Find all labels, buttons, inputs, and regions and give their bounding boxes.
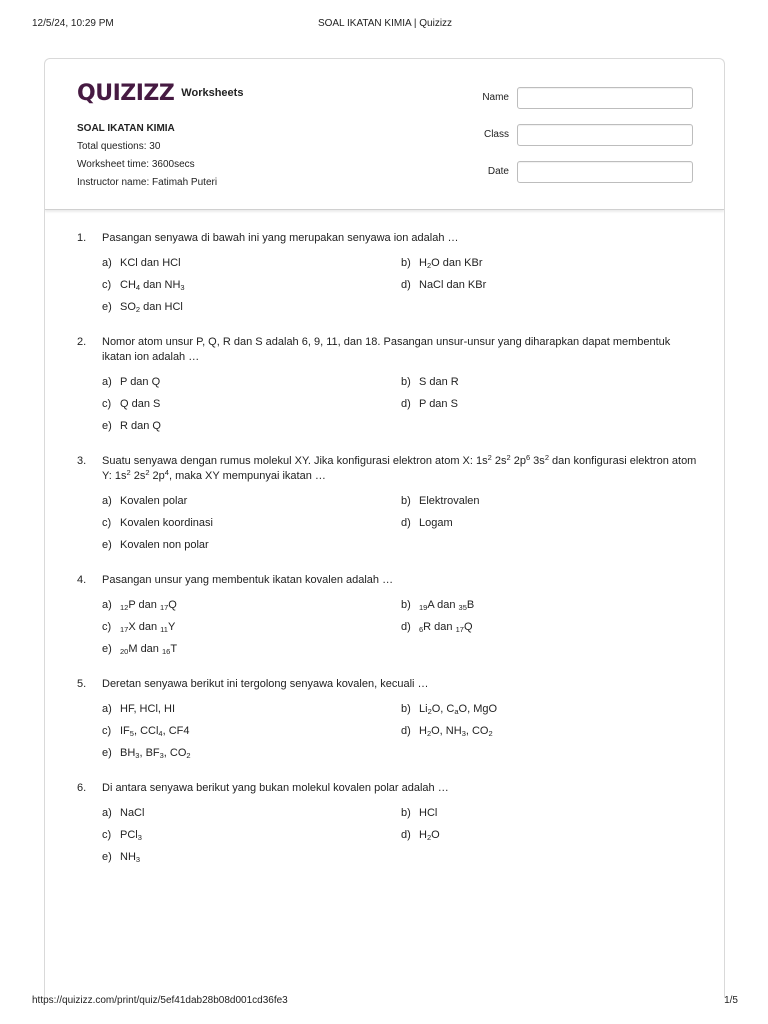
name-field[interactable] <box>517 87 693 109</box>
text-segment: Pasangan senyawa di bawah ini yang merupakan senyawa ion adalah … <box>102 232 459 244</box>
option-text <box>120 300 183 315</box>
text-segment: , BF <box>139 747 160 759</box>
option-b <box>401 494 651 509</box>
option-text <box>120 828 142 843</box>
option-b <box>401 806 651 821</box>
option-d <box>401 620 651 635</box>
option-b <box>401 256 651 271</box>
name-label: Name <box>482 92 509 103</box>
option-text <box>419 256 482 271</box>
text-segment: M dan <box>128 643 162 655</box>
text-segment: X dan <box>128 621 161 633</box>
option-c <box>102 620 401 635</box>
option-letter: d) <box>401 829 411 841</box>
text-segment: Elektrovalen <box>419 495 480 507</box>
page-number: 1/5 <box>724 995 738 1006</box>
text-segment: NaCl <box>120 807 145 819</box>
option-a <box>102 598 401 613</box>
class-field[interactable] <box>517 124 693 146</box>
option-text <box>120 397 160 412</box>
subscript: 2 <box>186 751 191 760</box>
question-text <box>102 335 697 365</box>
answer-options <box>102 494 697 553</box>
option-c <box>102 278 401 293</box>
text-segment: H <box>419 257 427 269</box>
superscript: 6 <box>525 453 531 462</box>
option-letter: c) <box>102 725 112 737</box>
text-segment: Deretan senyawa berikut ini tergolong senyawa kovalen, kecuali … <box>102 678 429 690</box>
subscript: 16 <box>161 647 171 656</box>
option-c <box>102 516 401 531</box>
option-d <box>401 397 651 412</box>
option-letter: b) <box>401 807 411 819</box>
text-segment: Logam <box>419 517 453 529</box>
subscript: 20 <box>120 647 129 656</box>
option-letter: d) <box>401 517 411 529</box>
text-segment: H <box>419 829 427 841</box>
question-5 <box>77 677 697 761</box>
text-segment: dan HCl <box>140 301 183 313</box>
question-6 <box>77 781 697 865</box>
superscript: 2 <box>544 453 549 462</box>
option-letter: d) <box>401 725 411 737</box>
text-segment: Suatu senyawa dengan rumus molekul XY. Jika konfigurasi elektron atom X: 1s <box>102 455 488 467</box>
worksheet-header <box>45 59 724 210</box>
subscript: 12 <box>120 603 129 612</box>
option-text <box>120 538 209 553</box>
subscript: a <box>454 707 459 716</box>
text-segment: 3s <box>530 455 545 467</box>
question-text <box>102 231 697 246</box>
total-questions: Total questions: 30 <box>77 141 161 152</box>
name-field-row <box>475 87 693 110</box>
print-url: https://quizizz.com/print/quiz/5ef41dab28b08d001cd36fe3 <box>32 995 288 1006</box>
question-1 <box>77 231 697 315</box>
option-text <box>120 702 175 717</box>
text-segment: , maka XY mempunyai ikatan … <box>168 470 326 482</box>
option-b <box>401 375 651 390</box>
question-text <box>102 781 697 796</box>
option-text <box>419 397 458 412</box>
option-c <box>102 724 401 739</box>
option-letter: c) <box>102 279 112 291</box>
option-letter: b) <box>401 257 411 269</box>
text-segment: T <box>170 643 178 655</box>
text-segment: BH <box>120 747 136 759</box>
option-text <box>120 724 189 739</box>
option-text <box>419 702 497 717</box>
subscript: 5 <box>129 729 134 738</box>
quiz-title: SOAL IKATAN KIMIA <box>77 123 175 134</box>
text-segment: O <box>431 829 440 841</box>
option-text <box>120 419 161 434</box>
text-segment: NaCl dan KBr <box>419 279 487 291</box>
print-header <box>32 18 738 32</box>
text-segment: A dan <box>427 599 459 611</box>
option-letter: e) <box>102 747 112 759</box>
option-letter: a) <box>102 495 112 507</box>
text-segment: Y <box>167 621 176 633</box>
text-segment: 2p <box>149 470 165 482</box>
question-4 <box>77 573 697 657</box>
answer-options <box>102 256 697 315</box>
subscript: 4 <box>135 283 141 292</box>
brand-product: Worksheets <box>181 86 244 99</box>
option-b <box>401 598 651 613</box>
option-a <box>102 702 401 717</box>
option-a <box>102 256 401 271</box>
option-d <box>401 724 651 739</box>
text-segment: Di antara senyawa berikut yang bukan molekul kovalen polar adalah … <box>102 782 449 794</box>
option-text <box>419 620 473 635</box>
option-text <box>120 806 144 821</box>
option-text <box>120 598 177 613</box>
subscript: 2 <box>427 707 432 716</box>
option-letter: c) <box>102 398 112 410</box>
question-row <box>77 573 697 588</box>
option-e <box>102 746 401 761</box>
subscript: 2 <box>426 833 432 842</box>
brand-name: QUIZIZZ <box>77 81 175 106</box>
text-segment: Kovalen polar <box>120 495 188 507</box>
text-segment: O, NH <box>431 725 462 737</box>
option-letter: d) <box>401 398 411 410</box>
option-a <box>102 806 401 821</box>
text-segment: PCl <box>120 829 138 841</box>
option-c <box>102 828 401 843</box>
option-letter: e) <box>102 420 112 432</box>
question-row <box>77 677 697 692</box>
option-text <box>120 620 175 635</box>
option-letter: d) <box>401 621 411 633</box>
subscript: 19 <box>419 603 428 612</box>
option-text <box>120 850 140 865</box>
text-segment: R dan <box>423 621 456 633</box>
class-field-row <box>475 124 693 147</box>
superscript: 4 <box>164 468 169 477</box>
option-d <box>401 828 651 843</box>
option-text <box>419 724 493 739</box>
option-a <box>102 494 401 509</box>
answer-options <box>102 702 697 761</box>
option-letter: a) <box>102 257 112 269</box>
question-row <box>77 454 697 484</box>
option-text <box>419 828 440 843</box>
student-fields <box>475 87 693 198</box>
answer-options <box>102 375 697 434</box>
option-text <box>419 516 453 531</box>
text-segment: B <box>466 599 475 611</box>
text-segment: Kovalen koordinasi <box>120 517 213 529</box>
print-footer <box>32 995 738 1009</box>
subscript: 17 <box>159 603 169 612</box>
date-label: Date <box>487 166 509 177</box>
option-text <box>419 806 437 821</box>
text-segment: dan NH <box>140 279 181 291</box>
subscript: 2 <box>135 305 141 314</box>
option-text <box>419 375 459 390</box>
date-field[interactable] <box>517 161 693 183</box>
option-letter: c) <box>102 621 112 633</box>
superscript: 2 <box>126 468 131 477</box>
text-segment: IF <box>120 725 130 737</box>
worksheet-time: Worksheet time: 3600secs <box>77 159 195 170</box>
answer-options <box>102 806 697 865</box>
question-list <box>77 231 697 885</box>
option-letter: e) <box>102 301 112 313</box>
text-segment: O dan KBr <box>431 257 483 269</box>
question-number: 2. <box>77 336 87 348</box>
subscript: 3 <box>135 751 140 760</box>
option-text <box>120 278 185 293</box>
option-e <box>102 642 401 657</box>
option-b <box>401 702 651 717</box>
option-letter: b) <box>401 495 411 507</box>
subscript: 4 <box>158 729 163 738</box>
question-number: 5. <box>77 678 87 690</box>
text-segment: , CCl <box>133 725 159 737</box>
text-segment: 2p <box>510 455 526 467</box>
text-segment: 2s <box>491 455 507 467</box>
text-segment: HCl <box>419 807 438 819</box>
worksheet <box>44 58 725 998</box>
text-segment: R dan Q <box>120 420 161 432</box>
text-segment: CH <box>120 279 136 291</box>
subscript: 2 <box>488 729 493 738</box>
text-segment: NH <box>120 851 136 863</box>
text-segment: H <box>419 725 427 737</box>
option-letter: b) <box>401 376 411 388</box>
option-text <box>120 494 187 509</box>
subscript: 17 <box>120 625 129 634</box>
superscript: 2 <box>487 453 492 462</box>
option-letter: a) <box>102 703 112 715</box>
option-text <box>419 598 474 613</box>
option-e <box>102 300 401 315</box>
option-e <box>102 419 401 434</box>
text-segment: Q <box>168 599 177 611</box>
text-segment: O, MgO <box>458 703 498 715</box>
text-segment: , CF4 <box>162 725 190 737</box>
option-e <box>102 850 401 865</box>
question-number: 1. <box>77 232 87 244</box>
subscript: 3 <box>135 855 141 864</box>
option-d <box>401 278 651 293</box>
class-label: Class <box>483 129 509 140</box>
quizizz-logo <box>77 81 243 106</box>
superscript: 2 <box>506 453 511 462</box>
question-number: 4. <box>77 574 87 586</box>
text-segment: S dan R <box>419 376 459 388</box>
option-letter: e) <box>102 643 112 655</box>
option-c <box>102 397 401 412</box>
option-letter: a) <box>102 599 112 611</box>
text-segment: dan konfigurasi elektron atom Y: 1s <box>102 455 697 482</box>
question-2 <box>77 335 697 434</box>
option-letter: e) <box>102 539 112 551</box>
text-segment: , CO <box>465 725 489 737</box>
option-letter: a) <box>102 807 112 819</box>
option-letter: b) <box>401 599 411 611</box>
option-letter: d) <box>401 279 411 291</box>
text-segment: P dan S <box>419 398 458 410</box>
subscript: 17 <box>455 625 464 634</box>
text-segment: P dan Q <box>120 376 161 388</box>
subscript: 3 <box>159 751 164 760</box>
option-letter: c) <box>102 829 112 841</box>
subscript: 6 <box>419 625 424 634</box>
option-text <box>419 494 480 509</box>
text-segment: SO <box>120 301 136 313</box>
question-3 <box>77 454 697 553</box>
text-segment: KCl dan HCl <box>120 257 181 269</box>
print-datetime: 12/5/24, 10:29 PM <box>32 18 114 29</box>
option-text <box>120 642 177 657</box>
option-text <box>120 256 181 271</box>
question-row <box>77 231 697 246</box>
option-letter: e) <box>102 851 112 863</box>
option-d <box>401 516 651 531</box>
question-row <box>77 781 697 796</box>
option-text <box>120 375 160 390</box>
option-letter: c) <box>102 517 112 529</box>
subscript: 3 <box>461 729 466 738</box>
text-segment: Nomor atom unsur P, Q, R dan S adalah 6, 9, 11, dan 18. Pasangan unsur-unsur yang diharapkan dapat membentuk ikatan ion adalah … <box>102 336 671 363</box>
text-segment: 2s <box>130 470 146 482</box>
text-segment: Q dan S <box>120 398 161 410</box>
option-letter: b) <box>401 703 411 715</box>
text-segment: Li <box>419 703 428 715</box>
option-text <box>120 746 191 761</box>
date-field-row <box>475 161 693 184</box>
answer-options <box>102 598 697 657</box>
option-text <box>120 516 213 531</box>
subscript: 3 <box>180 283 185 292</box>
subscript: 35 <box>458 603 467 612</box>
print-title: SOAL IKATAN KIMIA | Quizizz <box>317 18 453 29</box>
option-letter: a) <box>102 376 112 388</box>
subscript: 2 <box>426 261 432 270</box>
text-segment: Pasangan unsur yang membentuk ikatan kovalen adalah … <box>102 574 394 586</box>
question-number: 6. <box>77 782 87 794</box>
quiz-info <box>77 120 217 192</box>
subscript: 2 <box>426 729 432 738</box>
superscript: 2 <box>145 468 150 477</box>
text-segment: HF, HCl, HI <box>120 703 175 715</box>
question-number: 3. <box>77 455 87 467</box>
question-text <box>102 677 697 692</box>
text-segment: P dan <box>128 599 160 611</box>
question-text <box>102 454 697 484</box>
text-segment: O, C <box>431 703 455 715</box>
text-segment: , CO <box>163 747 187 759</box>
subscript: 3 <box>137 833 142 842</box>
option-e <box>102 538 401 553</box>
instructor-name: Instructor name: Fatimah Puteri <box>77 177 218 188</box>
question-row <box>77 335 697 365</box>
option-a <box>102 375 401 390</box>
text-segment: Q <box>463 621 473 633</box>
text-segment: Kovalen non polar <box>120 539 209 551</box>
subscript: 11 <box>160 625 168 634</box>
question-text <box>102 573 697 588</box>
option-text <box>419 278 486 293</box>
